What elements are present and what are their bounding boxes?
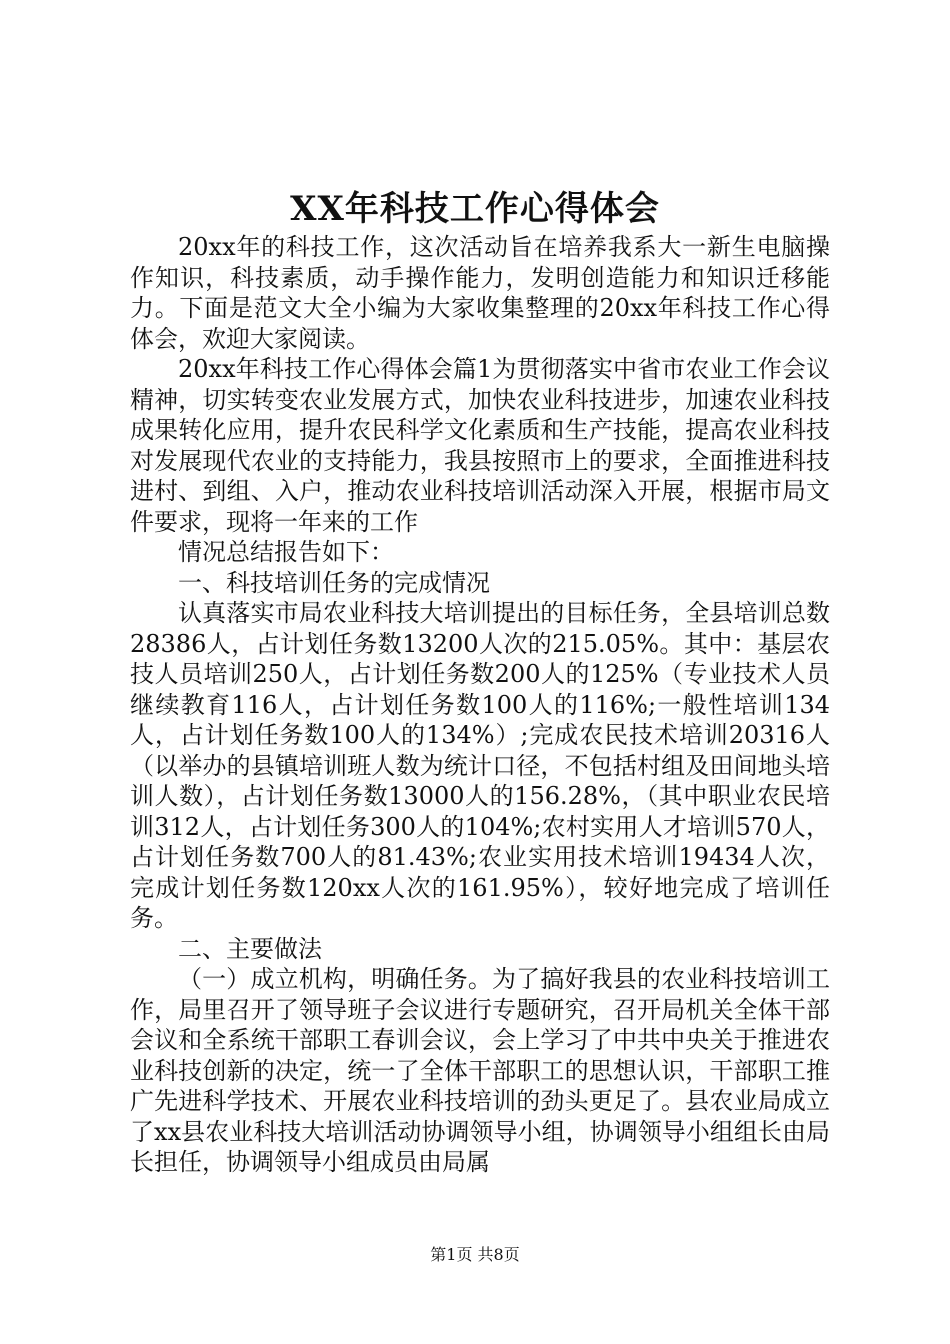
paragraph-training-results: 认真落实市局农业科技大培训提出的目标任务，全县培训总数28386人，占计划任务数13200人次的215.05%。其中：基层农技人员培训250人，占计划任务数200人的125%（专业技术人员继续教育116人，占计划任务数100人的116%;一般性培训134人，占计划任务数100人的134%）;完成农民技术培训20316人（以举办的县镇培训班人数为统计口径，不包括村组及田间地头培训人数），占计划任务数13000人的156.28%，（其中职业农民培训312人，占计划任务300人的104%;农村实用人才培训570人，占计划任务数700人的81.43%;农业实用技术培训19434人次，完成计划任务数120xx人次的161.95%），较好地完成了培训任务。 bbox=[130, 599, 830, 932]
section-heading-1: 一、科技培训任务的完成情况 bbox=[178, 568, 490, 597]
document-title: XX年科技工作心得体会 bbox=[290, 189, 660, 229]
page-footer: 第1页 共8页 bbox=[430, 1245, 520, 1264]
paragraph-summary-intro: 情况总结报告如下： bbox=[178, 538, 394, 566]
paragraph-methods-1: （一）成立机构，明确任务。为了搞好我县的农业科技培训工作，局里召开了领导班子会议进行专题研究，召开局机关全体干部会议和全系统干部职工春训会议，会上学习了中共中央关于推进农业科技创新的决定，统一了全体干部职工的思想认识，干部职工推广先进科学技术、开展农业科技培训的劲头更足了。县农业局成立了xx县农业科技大培训活动协调领导小组，协调领导小组组长由局长担任，协调领导小组成员由局属 bbox=[130, 965, 830, 1176]
document-body bbox=[130, 232, 830, 1178]
paragraph-intro: 20xx年的科技工作，这次活动旨在培养我系大一新生电脑操作知识，科技素质，动手操作能力，发明创造能力和知识迁移能力。下面是范文大全小编为大家收集整理的20xx年科技工作心得体会，欢迎大家阅读。 bbox=[130, 233, 830, 353]
paragraph-article-1: 20xx年科技工作心得体会篇1为贯彻落实中省市农业工作会议精神，切实转变农业发展方式，加快农业科技进步，加速农业科技成果转化应用，提升农民科学文化素质和生产技能，提高农业科技对发展现代农业的支持能力，我县按照市上的要求，全面推进科技进村、到组、入户，推动农业科技培训活动深入开展，根据市局文件要求，现将一年来的工作 bbox=[130, 355, 830, 536]
section-heading-2: 二、主要做法 bbox=[178, 934, 322, 963]
